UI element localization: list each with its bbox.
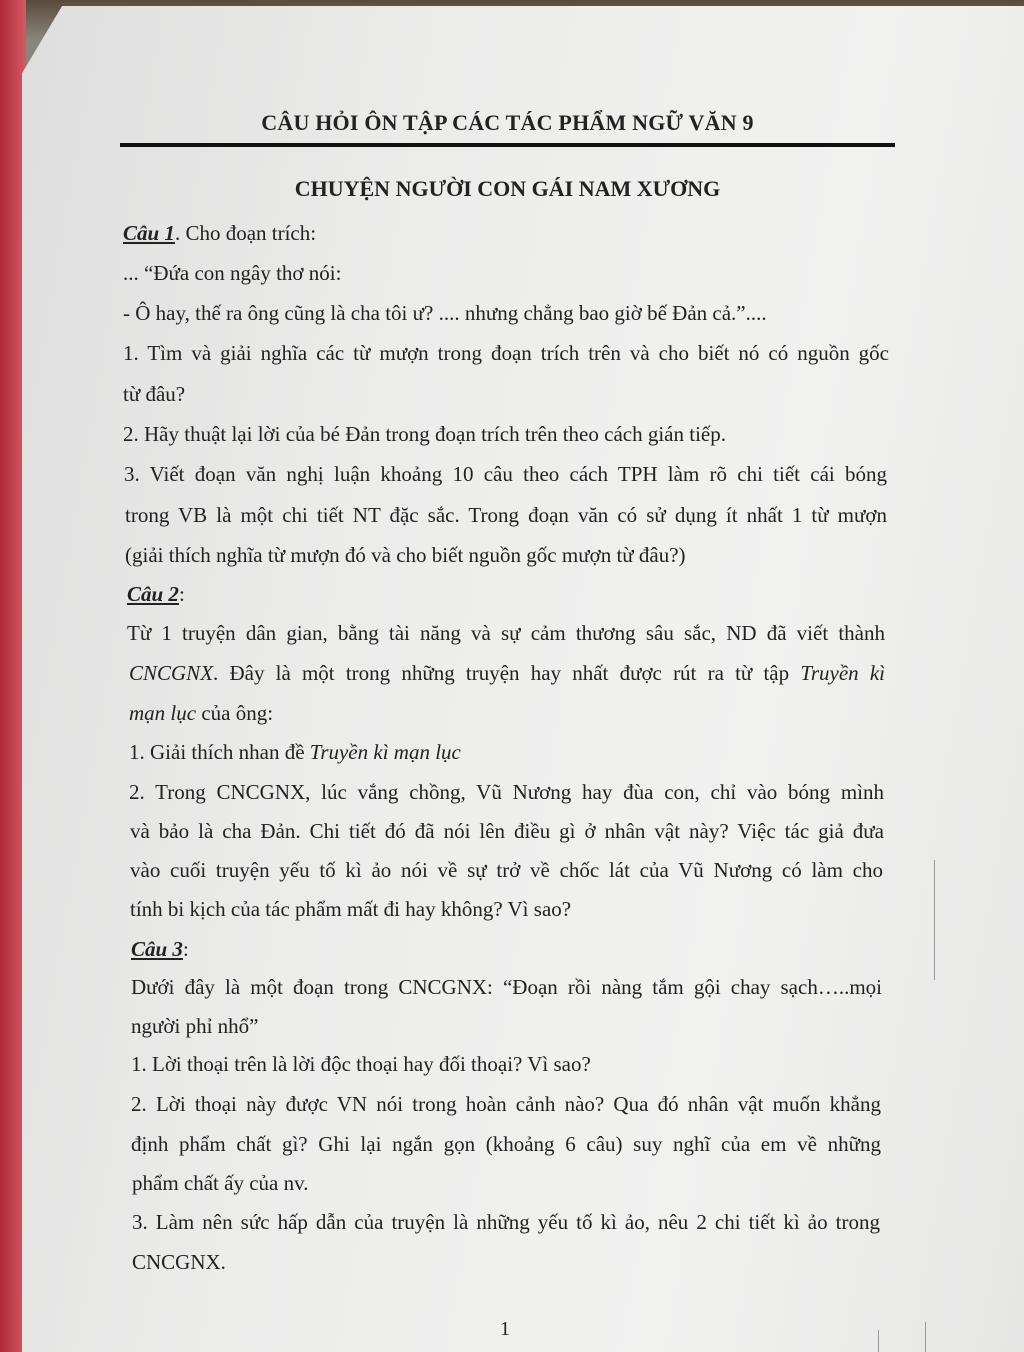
q3-item-2-line-2: định phẩm chất gì? Ghi lại ngắn gọn (khoảng 6 câu) suy nghĩ của em về những: [131, 1132, 881, 1156]
question-3-label: Câu 3: [131, 937, 183, 961]
paper-edge-mark: [925, 1322, 926, 1352]
q2-item-2-line-4: tính bi kịch của tác phẩm mất đi hay không? Vì sao?: [130, 897, 572, 921]
paper-crease-mark: [934, 860, 935, 980]
q1-item-3-line-2: trong VB là một chi tiết NT đặc sắc. Trong đoạn văn có sử dụng ít nhất 1 từ mượn: [125, 503, 887, 527]
q1-item-2: 2. Hãy thuật lại lời của bé Đản trong đoạn trích trên theo cách gián tiếp.: [123, 422, 726, 446]
q3-item-2-line-3: phẩm chất ấy của nv.: [132, 1171, 309, 1195]
q2-paragraph-end: của ông:: [196, 701, 274, 725]
question-2-heading: [127, 581, 185, 607]
q2-paragraph-line-2: [129, 660, 885, 686]
q3-paragraph-line-1: Dưới đây là một đoạn trong CNCGNX: “Đoạn rồi nàng tắm gội chay sạch…..mọi: [131, 975, 882, 999]
document-header: CÂU HỎI ÔN TẬP CÁC TÁC PHẨM NGỮ VĂN 9: [261, 110, 754, 135]
q2-item-2-line-3: vào cuối truyện yếu tố kì ảo nói về sự trở về chốc lát của Vũ Nương có làm cho: [130, 858, 883, 882]
q1-quote-line-1: ... “Đứa con ngây thơ nói:: [123, 261, 342, 285]
q3-item-3-line-1: 3. Làm nên sức hấp dẫn của truyện là những yếu tố kì ảo, nêu 2 chi tiết kì ảo trong: [132, 1210, 880, 1234]
question-1-intro: . Cho đoạn trích:: [174, 221, 317, 245]
q3-item-1: 1. Lời thoại trên là lời độc thoại hay đối thoại? Vì sao?: [131, 1052, 591, 1076]
header-rule: [120, 143, 895, 147]
question-1-heading: [123, 220, 316, 246]
story-title: CHUYỆN NGƯỜI CON GÁI NAM XƯƠNG: [294, 176, 721, 201]
page-number: 1: [500, 1318, 510, 1340]
q1-item-3-line-1: 3. Viết đoạn văn nghị luận khoảng 10 câu theo cách TPH làm rõ chi tiết cái bóng: [124, 462, 887, 486]
paper-edge-mark: [878, 1330, 879, 1352]
question-3-colon: :: [182, 937, 189, 961]
q2-book-title-part-1: Truyền kì: [800, 661, 886, 685]
q2-item-2-line-2: và bảo là cha Đản. Chi tiết đó đã nói lên điều gì ở nhân vật này? Việc tác giả đưa: [130, 819, 884, 843]
question-1-label: Câu 1: [123, 221, 175, 245]
q2-book-title-part-2: mạn lục: [129, 701, 197, 725]
question-3-heading: [131, 936, 189, 962]
q1-item-1-line-1: 1. Tìm và giải nghĩa các từ mượn trong đoạn trích trên và cho biết nó có nguồn gốc: [123, 341, 889, 365]
question-2-label: Câu 2: [127, 582, 179, 606]
q2-item-1-text: 1. Giải thích nhan đề: [129, 740, 310, 764]
q2-item-1: [129, 739, 461, 765]
q2-abbrev: CNCGNX: [129, 661, 214, 685]
q3-item-2-line-1: 2. Lời thoại này được VN nói trong hoàn cảnh nào? Qua đó nhân vật muốn khẳng: [131, 1092, 881, 1116]
q3-paragraph-line-2: người phỉ nhổ”: [131, 1014, 259, 1038]
q1-quote-line-2: - Ô hay, thế ra ông cũng là cha tôi ư? .... nhưng chẳng bao giờ bế Đản cả.”....: [123, 301, 767, 325]
q2-item-1-title: Truyền kì mạn lục: [309, 740, 461, 764]
q2-paragraph-text: . Đây là một trong những truyện hay nhất được rút ra từ tập: [213, 661, 790, 685]
q1-item-1-line-2: từ đâu?: [123, 382, 186, 406]
question-2-colon: :: [178, 582, 185, 606]
q3-item-3-line-2: CNCGNX.: [132, 1250, 226, 1274]
q2-item-2-line-1: 2. Trong CNCGNX, lúc vắng chồng, Vũ Nương hay đùa con, chỉ vào bóng mình: [129, 780, 884, 804]
q2-paragraph-line-1: Từ 1 truyện dân gian, bằng tài năng và sự cảm thương sâu sắc, ND đã viết thành: [127, 621, 885, 645]
q1-item-3-line-3: (giải thích nghĩa từ mượn đó và cho biết nguồn gốc mượn từ đâu?): [125, 543, 686, 567]
q2-paragraph-line-3: [129, 700, 273, 726]
